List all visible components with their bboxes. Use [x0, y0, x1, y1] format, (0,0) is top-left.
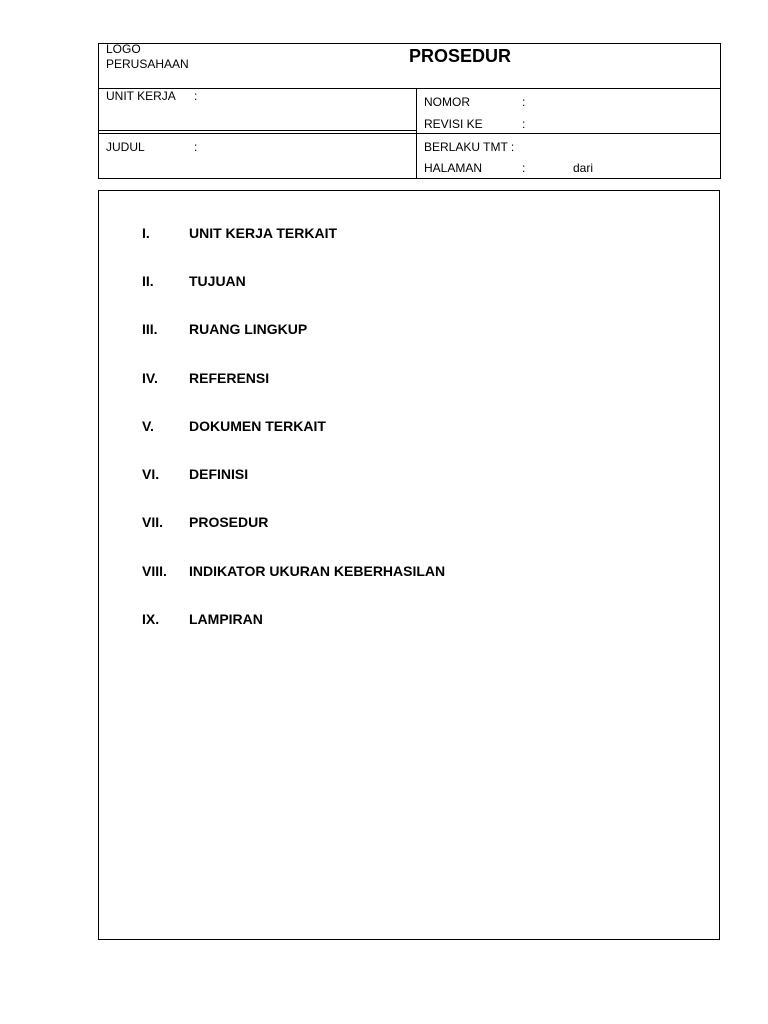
halaman-dari: dari — [573, 161, 594, 175]
section-number: VIII. — [142, 563, 167, 579]
section-title: LAMPIRAN — [189, 611, 263, 627]
halaman-label: HALAMAN — [424, 161, 483, 175]
judul-colon: : — [194, 140, 198, 154]
section-number: IV. — [142, 370, 158, 386]
halaman-colon: : — [522, 161, 526, 175]
berlaku-label: BERLAKU TMT : — [424, 140, 515, 154]
section-number: V. — [142, 418, 154, 434]
logo-text-line1: LOGO — [106, 42, 141, 56]
section-title: TUJUAN — [189, 273, 246, 289]
section-number: III. — [142, 321, 158, 337]
section-number: VI. — [142, 466, 160, 482]
revisi-label: REVISI KE — [424, 117, 483, 131]
section-title: RUANG LINGKUP — [189, 321, 308, 337]
judul-label: JUDUL — [106, 140, 145, 154]
page-title: PROSEDUR — [409, 46, 512, 66]
section-number: I. — [142, 225, 150, 241]
unit-kerja-label: UNIT KERJA — [106, 89, 176, 103]
nomor-colon: : — [522, 95, 526, 109]
unit-kerja-colon: : — [194, 89, 198, 103]
section-title: REFERENSI — [189, 370, 270, 386]
logo-text-line2: PERUSAHAAN — [106, 57, 189, 71]
section-number: IX. — [142, 611, 160, 627]
section-number: II. — [142, 273, 154, 289]
revisi-colon: : — [522, 117, 526, 131]
section-title: DEFINISI — [189, 466, 249, 482]
section-title: UNIT KERJA TERKAIT — [189, 225, 338, 241]
section-number: VII. — [142, 514, 164, 530]
section-title: DOKUMEN TERKAIT — [189, 418, 326, 434]
section-title: INDIKATOR UKURAN KEBERHASILAN — [189, 563, 446, 579]
nomor-label: NOMOR — [424, 95, 470, 109]
section-title: PROSEDUR — [189, 514, 269, 530]
